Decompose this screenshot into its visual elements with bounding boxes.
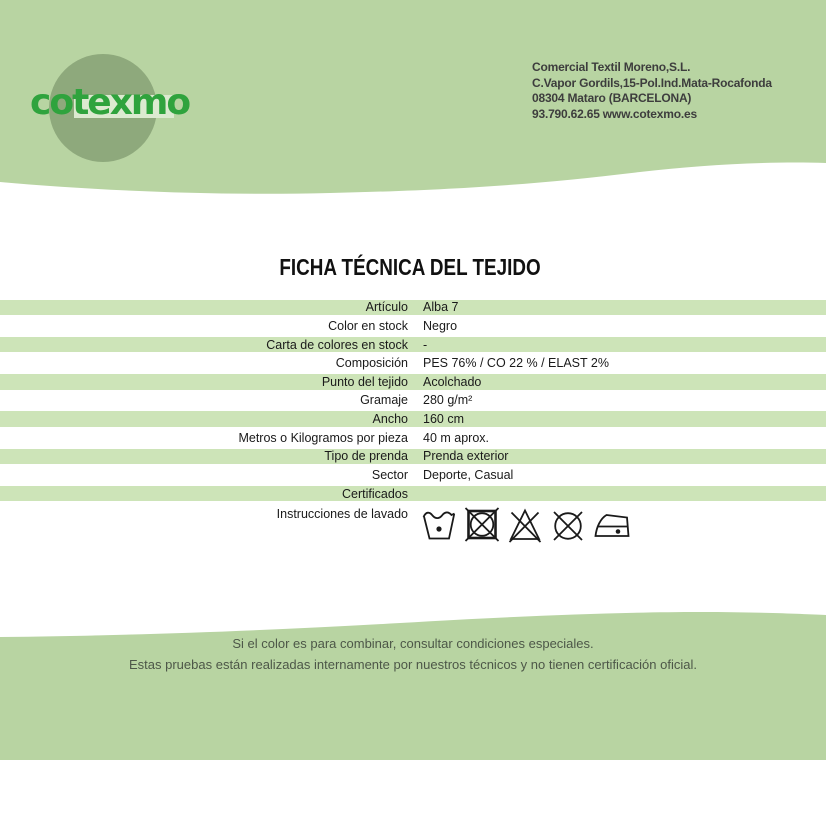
row-label: Certificados xyxy=(342,486,408,501)
table-row-punto-del-tejido xyxy=(0,373,826,392)
footer-green-wave xyxy=(0,600,826,826)
care-instructions-icons xyxy=(421,506,631,544)
row-label: Artículo xyxy=(365,300,408,315)
row-label: Punto del tejido xyxy=(321,374,408,389)
row-value: 280 g/m² xyxy=(423,393,473,408)
company-phone-web: 93.790.62.65 www.cotexmo.es xyxy=(532,106,697,121)
row-value: Acolchado xyxy=(423,374,482,389)
table-row-metros-por-pieza xyxy=(0,428,826,447)
company-info-block xyxy=(532,60,772,122)
spec-table xyxy=(0,298,826,551)
table-row-instrucciones-de-lavado xyxy=(0,503,826,551)
row-value: 160 cm xyxy=(423,412,464,427)
table-row-composicion xyxy=(0,354,826,373)
table-row-color-en-stock xyxy=(0,317,826,336)
footer-note-2: Estas pruebas están realizadas internamente por nuestros técnicos y no tienen certificación oficial. xyxy=(129,657,697,672)
table-row-articulo xyxy=(0,298,826,317)
row-value: Alba 7 xyxy=(423,300,459,315)
row-label: Color en stock xyxy=(328,318,408,333)
do-not-dry-clean-icon xyxy=(550,506,586,544)
do-not-tumble-dry-icon xyxy=(464,506,500,544)
row-value: Negro xyxy=(423,318,458,333)
row-label: Composición xyxy=(335,356,408,371)
iron-low-temperature-icon xyxy=(593,506,631,544)
row-value: PES 76% / CO 22 % / ELAST 2% xyxy=(423,356,609,371)
row-label: Carta de colores en stock xyxy=(266,337,408,352)
row-value: Deporte, Casual xyxy=(423,467,514,482)
company-address: C.Vapor Gordils,15-Pol.Ind.Mata-Rocafonda xyxy=(532,75,772,90)
company-city: 08304 Mataro (BARCELONA) xyxy=(532,91,692,105)
do-not-bleach-icon xyxy=(507,506,543,544)
row-value: Prenda exterior xyxy=(423,449,509,464)
row-value: 40 m aprox. xyxy=(423,430,490,445)
table-row-gramaje xyxy=(0,391,826,410)
table-row-sector xyxy=(0,466,826,485)
row-value: - xyxy=(423,337,428,352)
table-row-ancho xyxy=(0,410,826,429)
row-label: Sector xyxy=(371,467,408,482)
row-label: Ancho xyxy=(372,412,408,427)
table-row-tipo-de-prenda xyxy=(0,447,826,466)
cotexmo-logo-wordmark: cotexmo xyxy=(30,82,190,123)
wash-low-temperature-icon xyxy=(421,506,457,544)
row-label: Metros o Kilogramos por pieza xyxy=(238,430,408,445)
table-row-certificados xyxy=(0,484,826,503)
row-label: Gramaje xyxy=(360,393,408,408)
row-label: Tipo de prenda xyxy=(324,449,408,464)
company-name: Comercial Textil Moreno,S.L. xyxy=(532,60,691,74)
table-row-carta-de-colores xyxy=(0,335,826,354)
page-title: FICHA TÉCNICA DEL TEJIDO xyxy=(279,254,541,280)
row-label: Instrucciones de lavado xyxy=(276,506,408,521)
footer-note-1: Si el color es para combinar, consultar condiciones especiales. xyxy=(232,636,594,651)
